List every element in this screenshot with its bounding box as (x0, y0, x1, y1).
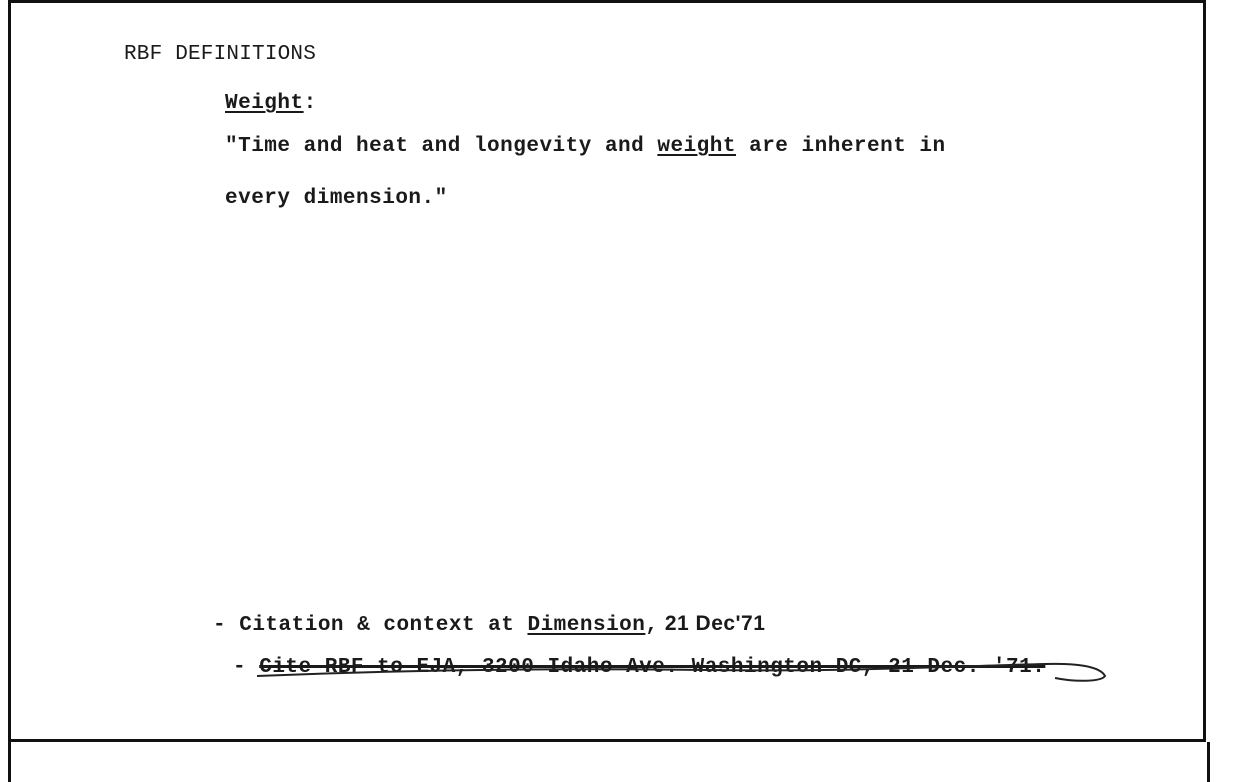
struck-note-text: Cite RBF to EJA, 3200 Idaho Ave. Washington DC, 21 Dec. '71. (259, 656, 1046, 679)
quote-line-1-pre: "Time and heat and longevity and (225, 135, 658, 158)
citation-dash: - (213, 614, 240, 637)
term-colon: : (303, 92, 317, 115)
citation-link: Dimension (527, 614, 646, 637)
strikethrough-scribble (255, 652, 1125, 692)
quote-line-2: every dimension." (225, 187, 448, 210)
citation-line (213, 612, 765, 637)
definition-term (225, 92, 317, 115)
card-header: RBF DEFINITIONS (124, 43, 317, 66)
citation-comma: , (645, 614, 659, 637)
quote-emphasis: weight (657, 135, 736, 158)
term-word: Weight (225, 92, 304, 115)
citation-pre: Citation & context at (239, 614, 528, 637)
quote-line-1 (225, 135, 946, 158)
index-card (8, 0, 1206, 742)
struck-dash: - (233, 656, 260, 679)
quote-line-1-post: are inherent in (736, 135, 946, 158)
next-card-edge (8, 742, 1210, 782)
citation-date: 21 Dec'71 (658, 612, 766, 635)
